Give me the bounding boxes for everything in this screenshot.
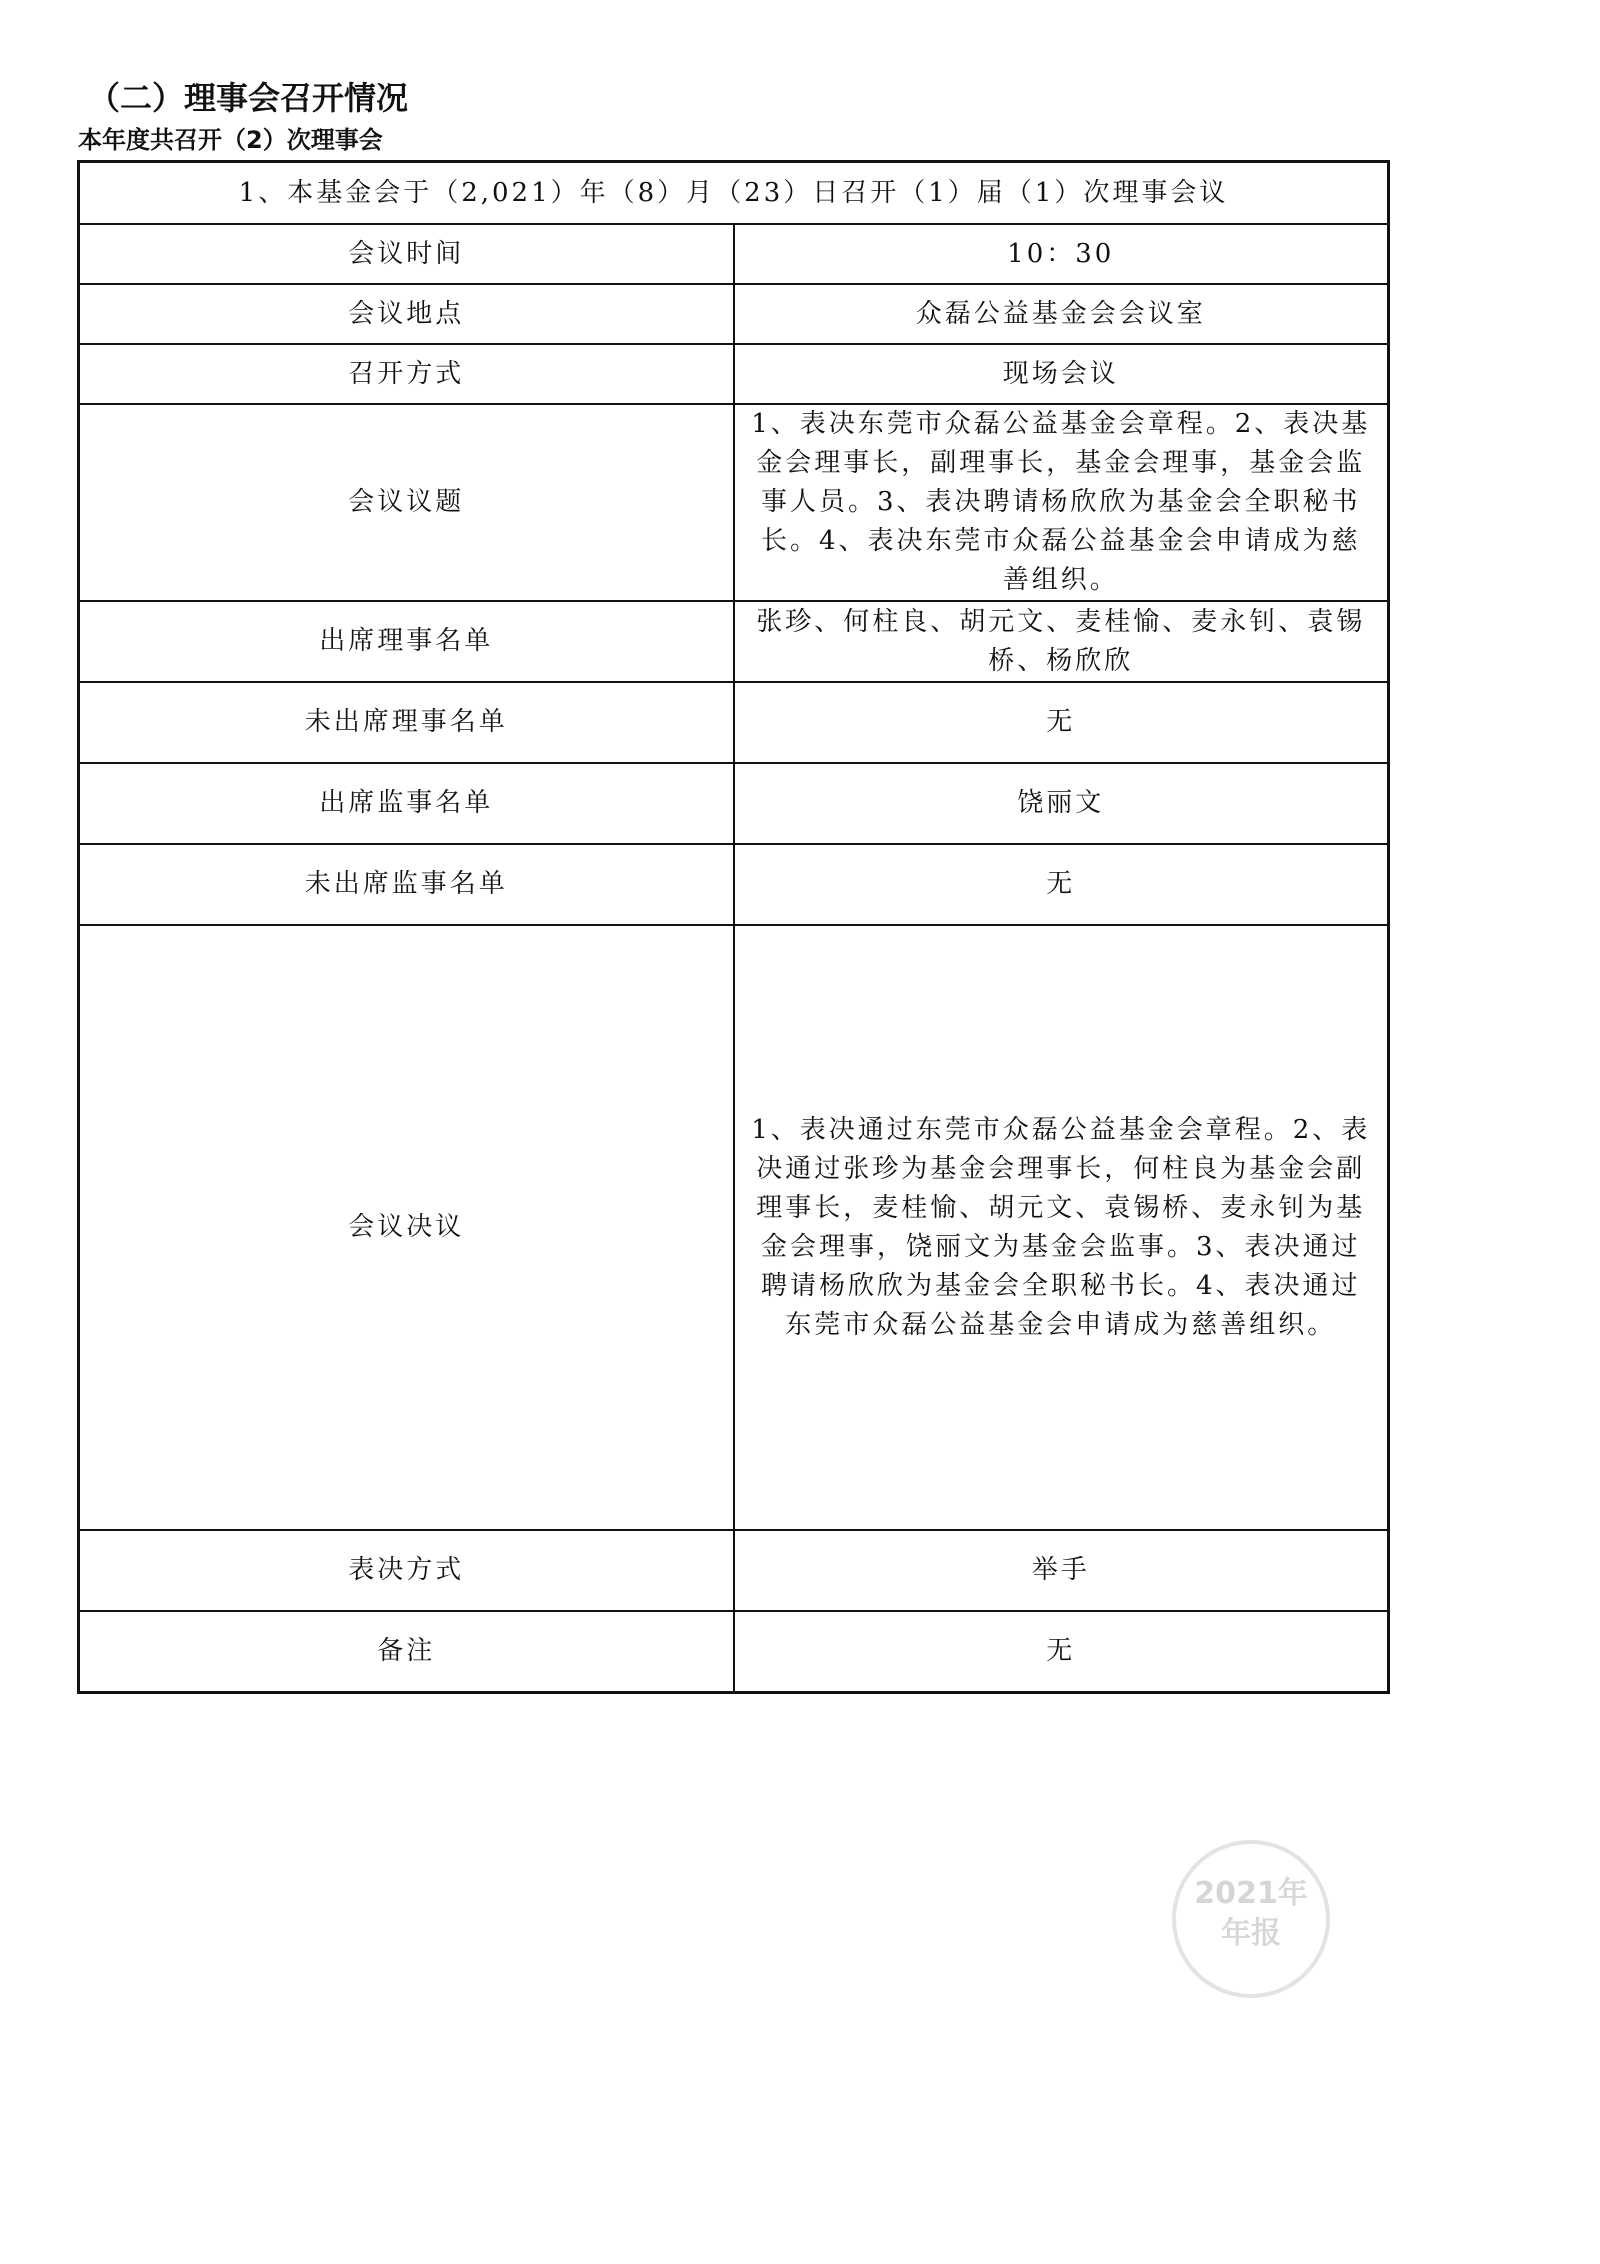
table-row <box>79 763 1389 844</box>
table-row <box>79 284 1389 344</box>
row-value-resolutions: 1、表决通过东莞市众磊公益基金会章程。2、表决通过张珍为基金会理事长，何柱良为基金会副理事长，麦桂愉、胡元文、袁锡桥、麦永钊为基金会理事，饶丽文为基金会监事。3、表决通过聘请杨欣欣为基金会全职秘书长。4、表决通过东莞市众磊公益基金会申请成为慈善组织。 <box>734 925 1389 1530</box>
table-header-row <box>79 162 1389 225</box>
table-row <box>79 224 1389 284</box>
row-value-absent-directors: 无 <box>734 682 1389 763</box>
row-label-attending-directors: 出席理事名单 <box>79 601 734 682</box>
row-label-absent-supervisors: 未出席监事名单 <box>79 844 734 925</box>
table-row <box>79 1611 1389 1693</box>
board-meeting-table <box>77 160 1390 1694</box>
table-row <box>79 344 1389 404</box>
table-row <box>79 601 1389 682</box>
meeting-header: 1、本基金会于（2,021）年（8）月（23）日召开（1）届（1）次理事会议 <box>79 162 1389 225</box>
row-value-meeting-topics: 1、表决东莞市众磊公益基金会章程。2、表决基金会理事长，副理事长，基金会理事，基金会监事人员。3、表决聘请杨欣欣为基金会全职秘书长。4、表决东莞市众磊公益基金会申请成为慈善组织。 <box>734 404 1389 601</box>
annual-report-stamp <box>1172 1840 1330 1998</box>
row-value-voting-method: 举手 <box>734 1530 1389 1611</box>
row-label-meeting-location: 会议地点 <box>79 284 734 344</box>
table-row <box>79 404 1389 601</box>
row-value-meeting-time: 10：30 <box>734 224 1389 284</box>
meeting-count-subtitle: 本年度共召开（2）次理事会 <box>78 126 383 154</box>
row-value-absent-supervisors: 无 <box>734 844 1389 925</box>
table-row <box>79 682 1389 763</box>
row-value-meeting-location: 众磊公益基金会会议室 <box>734 284 1389 344</box>
row-value-attending-supervisors: 饶丽文 <box>734 763 1389 844</box>
table-row <box>79 1530 1389 1611</box>
stamp-line-report: 年报 <box>1221 1916 1281 1951</box>
table-row <box>79 844 1389 925</box>
row-label-voting-method: 表决方式 <box>79 1530 734 1611</box>
table-row <box>79 925 1389 1530</box>
row-value-meeting-format: 现场会议 <box>734 344 1389 404</box>
row-label-meeting-time: 会议时间 <box>79 224 734 284</box>
row-label-absent-directors: 未出席理事名单 <box>79 682 734 763</box>
row-label-attending-supervisors: 出席监事名单 <box>79 763 734 844</box>
row-label-resolutions: 会议决议 <box>79 925 734 1530</box>
row-value-attending-directors: 张珍、何柱良、胡元文、麦桂愉、麦永钊、袁锡桥、杨欣欣 <box>734 601 1389 682</box>
row-label-meeting-topics: 会议议题 <box>79 404 734 601</box>
row-label-remarks: 备注 <box>79 1611 734 1693</box>
row-label-meeting-format: 召开方式 <box>79 344 734 404</box>
section-title: （二）理事会召开情况 <box>88 79 409 117</box>
stamp-line-year: 2021年 <box>1194 1876 1308 1911</box>
row-value-remarks: 无 <box>734 1611 1389 1693</box>
